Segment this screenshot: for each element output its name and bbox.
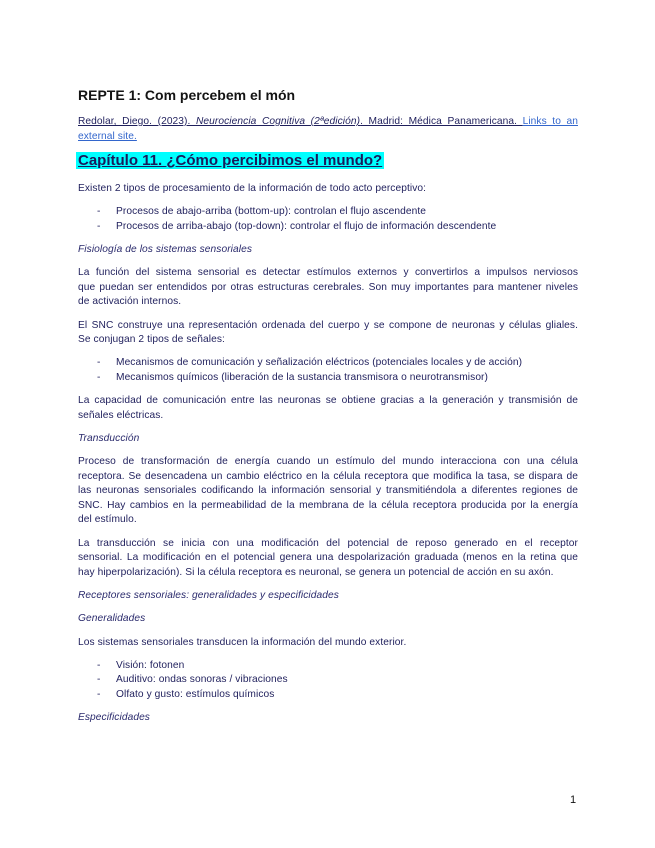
page-number: 1 [570, 794, 577, 806]
paragraph-fisiologia-2 [78, 319, 578, 348]
signal-types-list [78, 356, 578, 385]
intro-text: Existen 2 tipos de procesamiento de la información de todo acto perceptivo: [78, 183, 427, 194]
text-line: de activación internos. [78, 296, 182, 308]
senses-list [78, 659, 578, 703]
citation-authors: Redolar, Diego. (2023). [78, 116, 196, 127]
generalidades-text: Los sistemas sensoriales transducen la información del mundo exterior. [78, 636, 407, 648]
external-site-link[interactable]: Links to an external site. [78, 116, 578, 142]
chapter-heading [78, 151, 578, 171]
list-item: - Procesos de abajo-arriba (bottom-up): controlan el flujo ascendente [78, 205, 578, 220]
text-line: sensorial. La modificación en el potencial genera una despolarización graduada (menos en la retina que [78, 552, 578, 564]
text-line: El SNC construye una representación ordenada del cuerpo y se compone de neuronas y células gliales. [78, 319, 578, 331]
subsection-heading-generalidades: Generalidades [78, 613, 146, 625]
text-line: hay hiperpolarización). Si la célula receptora es neuronal, se genera un potencial de acción en su axón. [78, 566, 554, 578]
list-item: - Mecanismos químicos (liberación de la sustancia transmisora o neurotransmisor) [78, 371, 578, 386]
citation-book-title: Neurociencia Cognitiva (2ªedición) [195, 116, 361, 127]
reference-citation [78, 115, 578, 144]
paragraph-transduccion-1 [78, 455, 578, 528]
list-item: - Mecanismos de comunicación y señalización eléctricos (potenciales locales y de acción) [78, 356, 578, 371]
text-line: La función del sistema sensorial es detectar estímulos externos y convertirlos a impulsos nerviosos [78, 267, 578, 279]
citation-publisher: . Madrid: Médica Panamericana. [360, 116, 523, 127]
paragraph-transduccion-2 [78, 537, 578, 581]
paragraph-fisiologia-3 [78, 394, 578, 423]
list-item: - Procesos de arriba-abajo (top-down): controlar el flujo de información descendente [78, 220, 578, 235]
page-title: REPTE 1: Com percebem el món [78, 87, 296, 103]
paragraph-fisiologia-1 [78, 266, 578, 310]
section-heading-transduccion: Transducción [78, 433, 140, 445]
list-item: - Olfato y gusto: estímulos químicos [78, 688, 578, 703]
text-line: señales eléctricas. [78, 409, 164, 421]
chapter-heading-text: Capítulo 11. ¿Cómo percibimos el mundo? [78, 152, 383, 169]
subsection-heading-especificidades: Especificidades [78, 712, 150, 724]
citation-link[interactable] [78, 116, 523, 127]
list-item: - Auditivo: ondas sonoras / vibraciones [78, 673, 578, 688]
text-line: La capacidad de comunicación entre las neuronas se obtiene gracias a la generación y transmisión de [78, 395, 578, 407]
text-line: las neuronas sensoriales codificando la información sensorial y transmitiéndola a diferentes regiones de [78, 485, 578, 497]
text-line: Se conjugan 2 tipos de señales: [78, 334, 225, 346]
section-heading-fisiologia: Fisiología de los sistemas sensoriales [78, 244, 253, 256]
text-line: del estímulo. [78, 514, 137, 526]
section-heading-receptores: Receptores sensoriales: generalidades y especificidades [78, 589, 339, 601]
text-line: Proceso de transformación de energía cuando un estímulo del mundo interacciona con una célula [78, 456, 578, 468]
text-line: La transducción se inicia con una modificación del potencial de reposo generado en el receptor [78, 537, 578, 549]
intro-list [78, 205, 578, 234]
text-line: receptora. Se desencadena un cambio eléctrico en la célula receptora que modifica la tasa, se dispara de [78, 470, 578, 482]
document-page [78, 86, 578, 734]
text-line: que puedan ser entendidos por otras estructuras cerebrales. Son muy importantes para mantener niveles [78, 281, 578, 293]
text-line: SNC. Hay cambios en la permeabilidad de la membrana de la célula receptora producida por la energía [78, 499, 578, 511]
list-item: - Visión: fotonen [78, 659, 578, 674]
